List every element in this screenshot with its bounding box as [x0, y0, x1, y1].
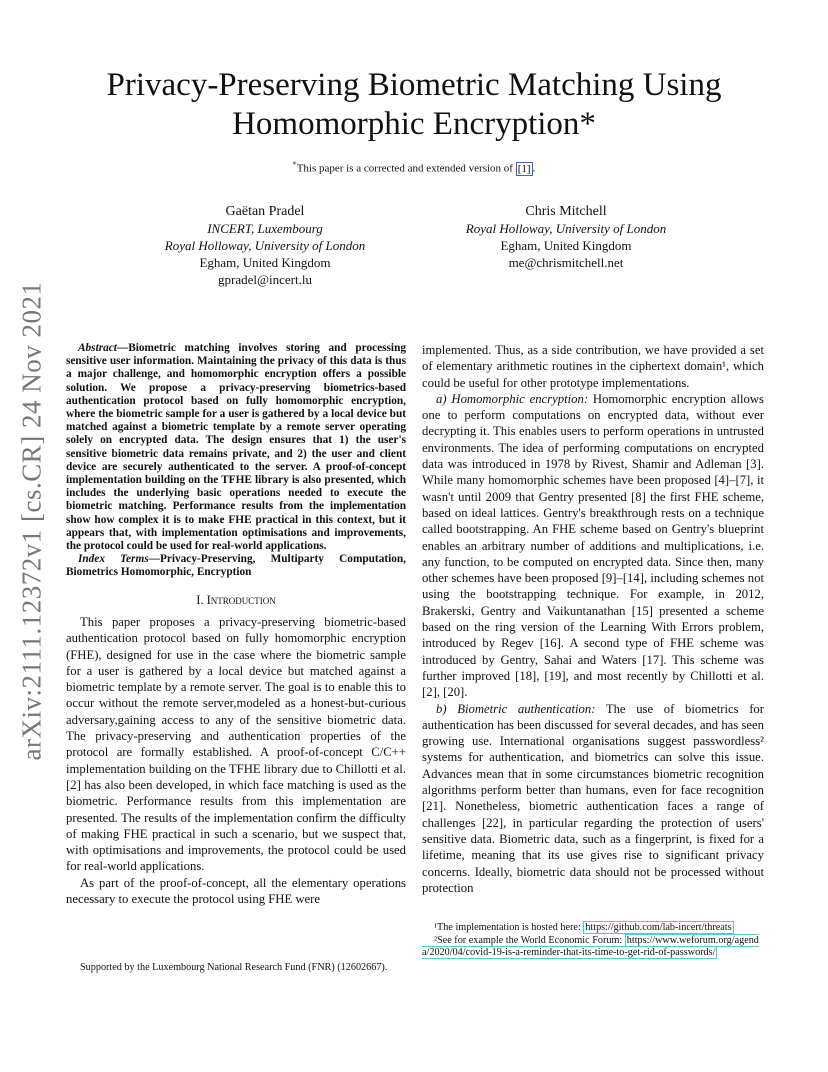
author-location: Egham, United Kingdom: [199, 255, 331, 270]
footnote-2-link[interactable]: https://www.weforum.org/agenda/2020/04/covid-19-is-a-reminder-that-its-time-to-get-rid-of-passwords/: [422, 934, 759, 958]
author-block-1: [150, 203, 380, 288]
footnote-2-text: ²See for example the World Economic Forum:: [434, 934, 625, 946]
author-affiliation: Royal Holloway, University of London: [164, 238, 366, 253]
title-footnote: [80, 160, 748, 175]
abstract-label: Abstract: [78, 342, 117, 354]
note-star: *: [292, 160, 297, 169]
footnote-1: [422, 922, 764, 935]
arxiv-identifier: arXiv:2111.12372v1 [cs.CR] 24 Nov 2021: [16, 281, 47, 761]
section-heading: I. Introduction: [196, 592, 276, 607]
he-paragraph: [422, 391, 764, 701]
index-terms: [66, 553, 406, 579]
author-affiliation: Royal Holloway, University of London: [465, 221, 667, 236]
paper-title: [80, 66, 748, 144]
footnotes: [422, 922, 764, 960]
author-name: Gaëtan Pradel: [225, 204, 305, 219]
arxiv-sidebar-stamp: [14, 281, 50, 761]
funding-note: Supported by the Luxembourg National Research Fund (FNR) (12602667).: [80, 962, 388, 973]
ba-paragraph: [422, 701, 764, 897]
ba-text: The use of biometrics for authentication has been discussed for several decades, and has seen growing use. International organisations suggest passwordless² systems for authentication, and biometrics can solve this issue. Advances mean that in some circumstances biometric recognition algorithms perform better than humans, even for face recognition [21]. Nonetheless, biometric authentication faces a range of challenges [22], in particular regarding the protection of users' sensitive data. Biometric data, such as a fingerprint, is fixed for a lifetime, meaning that its use gives rise to significant privacy concerns. Ideally, biometric data should not be processed without protection: [422, 701, 764, 895]
note-text: This paper is a corrected and extended version of: [296, 162, 516, 175]
note-end: .: [532, 162, 536, 175]
footnote-1-link[interactable]: https://github.com/lab-incert/threats: [585, 922, 732, 933]
right-paragraph-1: implemented. Thus, as a side contribution, we have provided a set of elementary arithmetic routines in the ciphertext domain¹, which could be useful for other prototype implementations.: [422, 343, 764, 390]
footnote-2: [422, 935, 764, 960]
note-ref-link[interactable]: [1]: [517, 162, 531, 175]
author-name: Chris Mitchell: [525, 204, 607, 219]
index-terms-text: —Privacy-Preserving, Multiparty Computation, Biometrics Homomorphic, Encryption: [66, 553, 406, 579]
intro-paragraph-2: As part of the proof-of-concept, all the elementary operations necessary to execute the protocol using FHE were: [66, 875, 406, 906]
author-email: gpradel@incert.lu: [218, 272, 312, 287]
abstract-text: —Biometric matching involves storing and processing sensitive user information. Maintaining the privacy of this data is thus a major challenge, and homomorphic encryption offers a possible solution. We propose a privacy-preserving biometrics-based authentication protocol based on fully homomorphic encryption, where the biometric sample for a user is gathered by a local device but matched against a biometric template by a remote server operating solely on encrypted data. The design ensures that 1) the user's sensitive biometric data remains private, and 2) the user and client device are securely authenticated to the server. A proof-of-concept implementation building on the TFHE library is also presented, which includes the underlying basic operations needed to execute the biometric matching. Performance results from the implementation show how complex it is to make FHE practical in this context, but it appears that, with implementation optimisations and improvements, the protocol could be used for real-world applications.: [66, 342, 406, 553]
author-affiliation: INCERT, Luxembourg: [207, 221, 323, 236]
he-label: a) Homomorphic encryption:: [436, 391, 589, 406]
author-location: Egham, United Kingdom: [500, 238, 632, 253]
author-block-2: [448, 203, 684, 271]
abstract: [66, 342, 406, 553]
footnote-1-text: ¹The implementation is hosted here:: [434, 922, 584, 933]
left-column: [66, 342, 406, 907]
right-column: [422, 342, 764, 896]
he-text: Homomorphic encryption allows one to perform computations on encrypted data, without ever decrypting it. This enables users to perform operations in untrusted environments. The idea of performing computations on encrypted data was introduced in 1978 by Rivest, Shamir and Adleman [3]. While many homomorphic schemes have been proposed [4]–[7], it wasn't until 2009 that Gentry presented [8] the first FHE scheme, based on ideal lattices. Gentry's breakthrough rests on a technique called bootstrapping. An FHE scheme based on Gentry's blueprint enables an arbitrary number of additions and multiplications, i.e. any function, to be computed on encrypted data. Since then, many other schemes have been proposed [9]–[14], including schemes not using the bootstrapping technique. For example, in 2012, Brakerski, Gentry and Vaikuntanathan [15] presented a scheme based on the ring version of the Learning With Errors problem, introduced by Regev [16]. A second type of FHE scheme was introduced by Gentry, Sahai and Waters [17]. This scheme was further improved [18], [19], and most recently by Chillotti et al. [2], [20].: [422, 391, 764, 700]
title-line-2: Homomorphic Encryption*: [232, 106, 596, 142]
author-email: me@chrismitchell.net: [508, 255, 624, 270]
index-terms-label: Index Terms: [78, 553, 149, 566]
title-line-1: Privacy-Preserving Biometric Matching Using: [106, 67, 722, 103]
intro-paragraph-1: This paper proposes a privacy-preserving biometric-based authentication protocol based on fully homomorphic encryption (FHE), designed for use in the case where the biometric sample for a user is gathered by a local device but matched against a biometric template by a remote server. The goal is to enable this to occur without the remote server,modeled as a honest-but-curious adversary,gaining access to any of the sensitive biometric data. The privacy-preserving and authentication properties of the protocol are formally established. A proof-of-concept C/C++ implementation building on the TFHE library due to Chillotti et al. [2] has also been developed, in which face matching is used as the biometric. Performance results from this implementation are presented. The results of the implementation confirm the difficulty of making FHE practical in such a scenario, but we suspect that, with optimisations and improvements, the protocol could be used for real-world applications.: [66, 614, 406, 874]
ba-label: b) Biometric authentication:: [436, 701, 596, 716]
